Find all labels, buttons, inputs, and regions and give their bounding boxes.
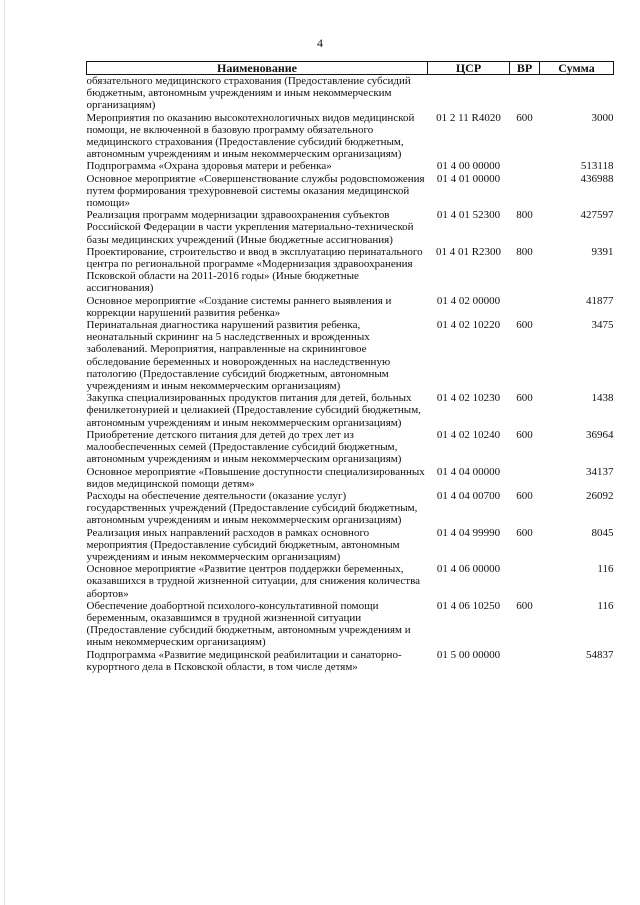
row-sum <box>540 75 614 112</box>
row-name: Подпрограмма «Развитие медицинской реабилитации и санаторно-курортного дела в Псковской области, в том числе детям» <box>86 648 402 673</box>
row-name: Основное мероприятие «Повышение доступности специализированных видов медицинской помощи детям» <box>86 465 425 490</box>
row-vr <box>510 75 540 112</box>
row-sum: 54837 <box>586 648 614 661</box>
row-sum: 36964 <box>586 428 614 441</box>
row-sum: 116 <box>597 599 614 612</box>
row-csr: 01 4 06 00000 <box>436 563 501 576</box>
row-vr: 600 <box>516 428 533 441</box>
row-name: Приобретение детского питания для детей до трех лет из малообеспеченных семей (Предоставление субсидий бюджетным, автономным учреждениям и иным некоммерческим организациям) <box>86 428 402 466</box>
table-row <box>87 112 614 161</box>
page-number: 4 <box>317 36 323 50</box>
row-csr: 01 4 06 10250 <box>436 599 501 612</box>
table-row <box>87 295 614 319</box>
row-csr <box>428 75 510 112</box>
row-vr: 600 <box>516 111 533 124</box>
row-vr: 800 <box>516 209 533 222</box>
row-csr: 01 4 01 00000 <box>436 172 501 185</box>
row-csr: 01 4 01 R2300 <box>435 245 502 258</box>
row-vr: 600 <box>516 526 533 539</box>
row-vr <box>510 295 540 319</box>
table-row <box>87 527 614 564</box>
table-row <box>87 490 614 527</box>
row-name: Реализация иных направлений расходов в рамках основного мероприятия (Предоставление субсидий бюджетным, автономным учреждениям и иным некоммерческим организациям) <box>86 526 400 563</box>
row-csr: 01 4 02 10230 <box>436 392 501 405</box>
row-vr: 600 <box>516 392 533 405</box>
row-name: Перинатальная диагностика нарушений развития ребенка, неонатальный скрининг на 5 наследственных и врожденных заболеваний. Мероприятия, направленные на скрининговое обследование беременных и новорожденных на наследственную патологию (Предоставление субсидий бюджетным, автономным учреждениям и иным некоммерческим организациям) <box>86 319 391 393</box>
row-name: Основное мероприятие «Создание системы раннего выявления и коррекции нарушений развития ребенка» <box>86 294 392 319</box>
table-row <box>87 75 614 112</box>
row-vr: 600 <box>516 599 533 612</box>
row-sum: 3000 <box>591 111 614 124</box>
row-csr: 01 4 02 10240 <box>436 428 501 441</box>
row-vr <box>510 563 540 600</box>
row-vr <box>510 649 540 673</box>
row-name: обязательного медицинского страхования (Предоставление субсидий бюджетным, автономным учреждениям и иным некоммерческим организациям) <box>86 75 411 112</box>
column-header-vr: ВР <box>510 62 540 75</box>
row-sum: 26092 <box>586 489 614 502</box>
row-vr <box>510 173 540 210</box>
row-csr: 01 4 02 00000 <box>436 294 501 307</box>
row-sum: 513118 <box>580 160 614 173</box>
table-row <box>87 209 614 246</box>
row-csr: 01 4 02 10220 <box>436 319 501 332</box>
column-header-csr: ЦСР <box>428 62 510 75</box>
table-row <box>87 600 614 649</box>
row-vr: 600 <box>516 319 533 332</box>
column-header-name: Наименование <box>87 62 428 75</box>
row-vr: 800 <box>516 245 533 258</box>
row-sum: 116 <box>597 563 614 576</box>
table-row <box>87 392 614 429</box>
row-sum: 34137 <box>586 465 614 478</box>
row-name: Реализация программ модернизации здравоохранения субъектов Российской Федерации в части укрепления материально-технической базы медицинских учреждений (Иные бюджетные ассигнования) <box>86 209 414 246</box>
row-sum: 8045 <box>591 526 614 539</box>
row-vr <box>510 160 540 172</box>
table-body <box>87 75 614 673</box>
table-row <box>87 466 614 490</box>
table-row <box>87 246 614 295</box>
row-name: Подпрограмма «Охрана здоровья матери и ребенка» <box>86 160 332 173</box>
row-sum: 1438 <box>591 392 614 405</box>
budget-table <box>86 61 614 673</box>
table-row <box>87 160 614 172</box>
row-name: Основное мероприятие «Развитие центров поддержки беременных, оказавшихся в трудной жизненной ситуации, для снижения количества абортов» <box>86 563 421 600</box>
row-name: Расходы на обеспечение деятельности (оказание услуг) государственных учреждений (Предоставление субсидий бюджетным, автономным учреждениям и иным некоммерческим организациям) <box>86 489 418 527</box>
row-sum: 3475 <box>591 319 614 332</box>
row-sum: 9391 <box>591 245 614 258</box>
page-edge <box>4 0 5 905</box>
row-name: Закупка специализированных продуктов питания для детей, больных фенилкетонурией и целиакией (Предоставление субсидий бюджетным, автономным учреждениям и иным некоммерческим организациям) <box>86 392 421 429</box>
row-vr: 600 <box>516 489 533 502</box>
table-row <box>87 563 614 600</box>
row-sum: 41877 <box>586 294 614 307</box>
row-vr <box>510 466 540 490</box>
table-row <box>87 649 614 673</box>
column-header-sum: Сумма <box>540 62 614 75</box>
row-csr: 01 4 00 00000 <box>436 160 501 173</box>
row-csr: 01 4 04 00000 <box>436 465 501 478</box>
row-csr: 01 5 00 00000 <box>436 648 501 661</box>
table-row <box>87 319 614 392</box>
row-sum: 427597 <box>580 209 614 222</box>
table-header-row <box>87 62 614 75</box>
row-name: Обеспечение доабортной психолого-консультативной помощи беременным, оказавшимся в трудной жизненной ситуации (Предоставление субсидий бюджетным, автономным учреждениям и иным некоммерческим организациям) <box>86 599 411 649</box>
table-row <box>87 173 614 210</box>
row-csr: 01 2 11 R4020 <box>436 111 501 124</box>
row-csr: 01 4 04 00700 <box>436 489 501 502</box>
row-sum: 436988 <box>580 172 614 185</box>
row-csr: 01 4 01 52300 <box>436 209 501 222</box>
table-row <box>87 429 614 466</box>
row-name: Основное мероприятие «Совершенствование службы родовспоможения путем формирования трехуровневой системы оказания медицинской помощи» <box>86 172 425 210</box>
row-name: Мероприятия по оказанию высокотехнологичных видов медицинской помощи, не включенной в базовую программу обязательного медицинского страхования (Предоставление субсидий бюджетным, автономным учреждениям и иным некоммерческим организациям) <box>86 111 415 161</box>
row-csr: 01 4 04 99990 <box>436 526 501 539</box>
row-name: Проектирование, строительство и ввод в эксплуатацию перинатального центра по региональной программе «Модернизация здравоохранения Псковской области на 2011-2016 годы» (Иные бюджетные ассигнования) <box>86 245 423 295</box>
